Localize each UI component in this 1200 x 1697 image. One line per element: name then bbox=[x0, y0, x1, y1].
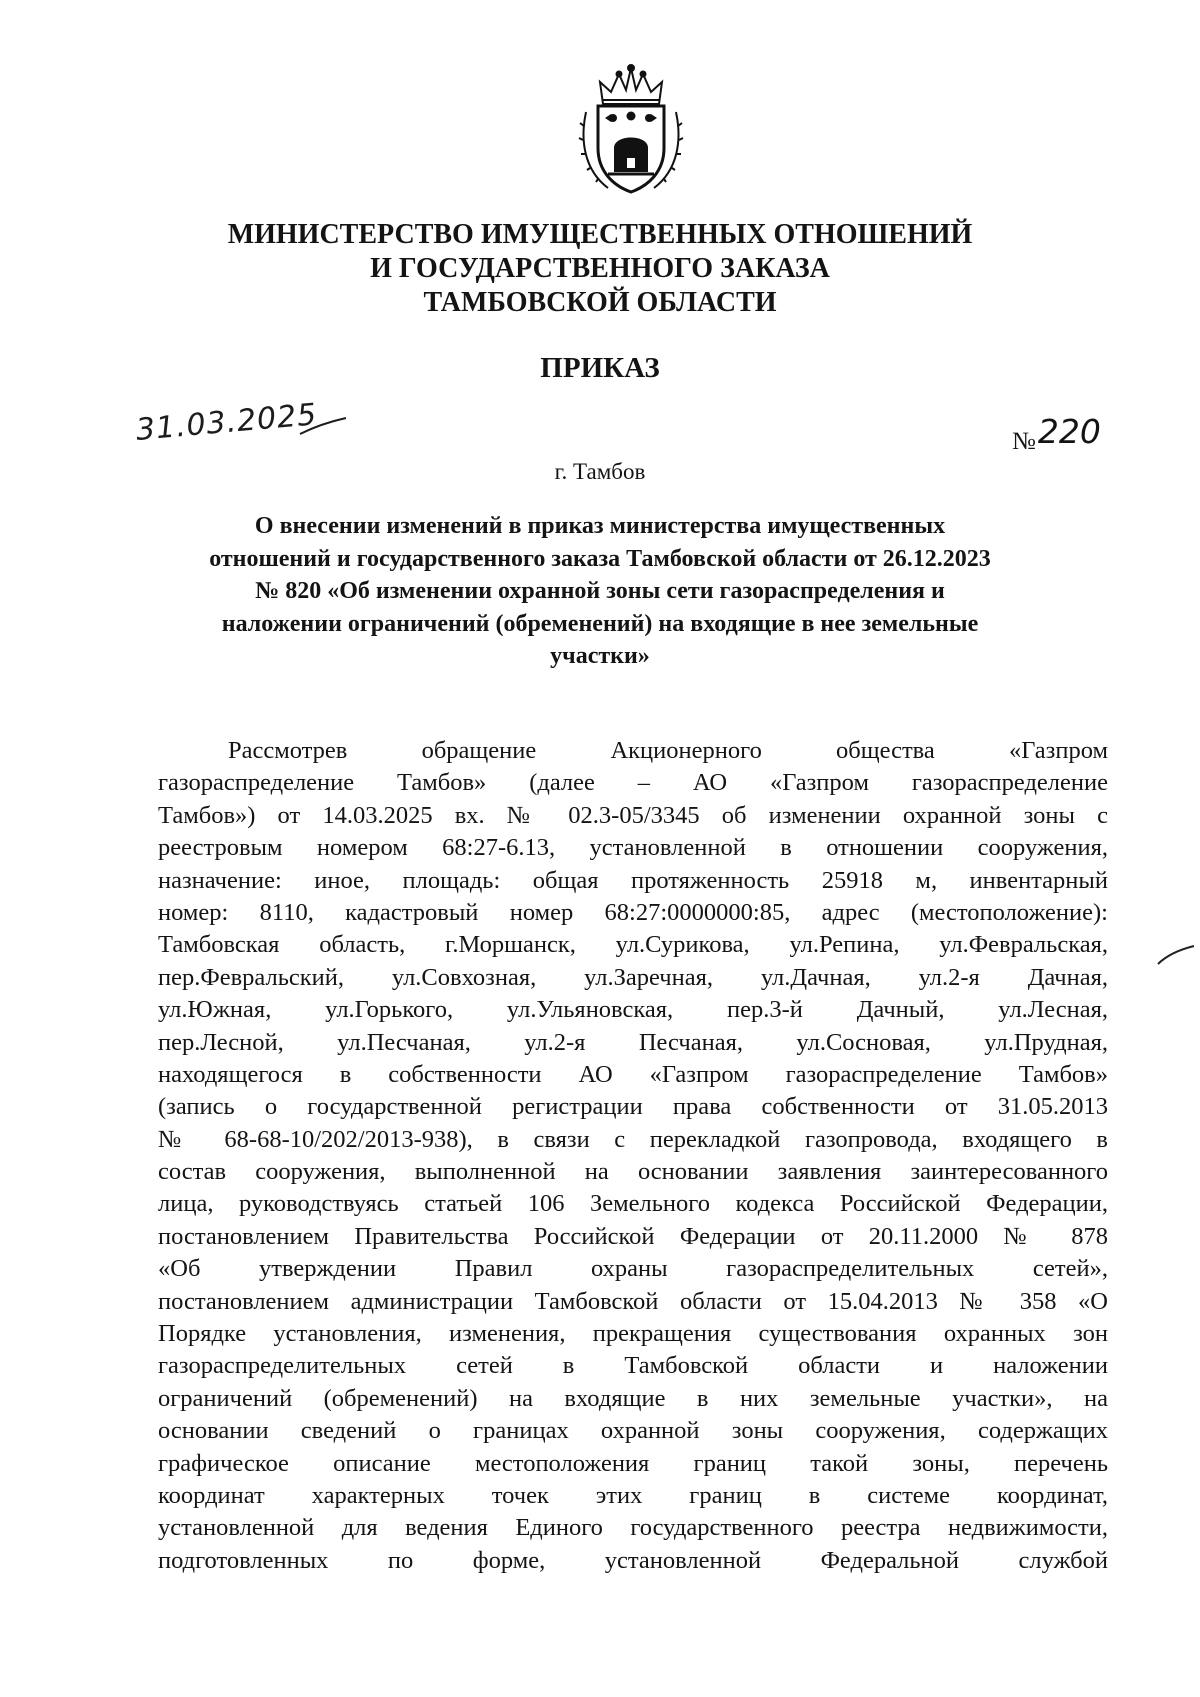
ministry-name bbox=[0, 218, 1200, 320]
subject-line: № 820 «Об изменении охранной зоны сети газораспределения и bbox=[255, 578, 945, 604]
body-line: координат характерных точек этих границ в системе координат, bbox=[158, 1481, 1108, 1509]
body-line: Порядке установления, изменения, прекращения существования охранных зон bbox=[158, 1320, 1108, 1348]
body-line: ул.Южная, ул.Горького, ул.Ульяновская, пер.3-й Дачный, ул.Лесная, bbox=[158, 996, 1108, 1024]
ministry-line: И ГОСУДАРСТВЕННОГО ЗАКАЗА bbox=[370, 253, 830, 284]
document-number bbox=[1012, 412, 1101, 457]
body-line: номер: 8110, кадастровый номер 68:27:0000000:85, адрес (местоположение): bbox=[158, 898, 1108, 926]
number-sign: № bbox=[1012, 428, 1036, 455]
document-subject bbox=[150, 510, 1050, 673]
subject-line: участки» bbox=[550, 643, 650, 669]
body-line: установленной для ведения Единого государственного реестра недвижимости, bbox=[158, 1514, 1108, 1542]
body-line: газораспределение Тамбов» (далее – АО «Газпром газораспределение bbox=[158, 769, 1108, 797]
body-line: пер.Лесной, ул.Песчаная, ул.2-я Песчаная, ул.Сосновая, ул.Прудная, bbox=[158, 1028, 1108, 1056]
subject-line: О внесении изменений в приказ министерства имущественных bbox=[254, 513, 946, 539]
handwritten-date: 31.03.2025 bbox=[134, 397, 319, 448]
body-line: Рассмотрев обращение Акционерного общества «Газпром bbox=[228, 737, 1108, 764]
subject-line: наложении ограничений (обременений) на входящие в нее земельные bbox=[221, 610, 979, 637]
body-line: № 68-68-10/202/2013-938), в связи с перекладкой газопровода, входящего в bbox=[158, 1125, 1108, 1153]
body-line: назначение: иное, площадь: общая протяженность 25918 м, инвентарный bbox=[158, 866, 1108, 894]
ministry-line: МИНИСТЕРСТВО ИМУЩЕСТВЕННЫХ ОТНОШЕНИЙ bbox=[227, 219, 973, 250]
date-flourish-icon bbox=[298, 414, 348, 438]
body-line: подготовленных по форме, установленной Федеральной службой bbox=[158, 1546, 1108, 1574]
ministry-line: ТАМБОВСКОЙ ОБЛАСТИ bbox=[423, 287, 777, 318]
body-line: постановлением администрации Тамбовской области от 15.04.2013 № 358 «О bbox=[158, 1287, 1108, 1315]
body-line: пер.Февральский, ул.Совхозная, ул.Заречная, ул.Дачная, ул.2-я Дачная, bbox=[158, 963, 1108, 991]
subject-line: отношений и государственного заказа Тамбовской области от 26.12.2023 bbox=[209, 545, 991, 572]
body-line: Тамбовская область, г.Моршанск, ул.Сурикова, ул.Репина, ул.Февральская, bbox=[158, 931, 1108, 959]
body-line: газораспределительных сетей в Тамбовской области и наложении bbox=[158, 1352, 1108, 1380]
body-line: «Об утверждении Правил охраны газораспределительных сетей», bbox=[158, 1255, 1108, 1283]
body-line: лица, руководствуясь статьей 106 Земельного кодекса Российской Федерации, bbox=[158, 1190, 1108, 1218]
body-line: постановлением Правительства Российской Федерации от 20.11.2000 № 878 bbox=[158, 1222, 1108, 1250]
body-line: ограничений (обременений) на входящие в них земельные участки», на bbox=[158, 1384, 1108, 1412]
body-line: графическое описание местоположения границ такой зоны, перечень bbox=[158, 1449, 1108, 1477]
body-line: основании сведений о границах охранной зоны сооружения, содержащих bbox=[158, 1417, 1108, 1445]
body-line: находящегося в собственности АО «Газпром газораспределение Тамбов» bbox=[158, 1060, 1108, 1088]
handwritten-number: 220 bbox=[1037, 412, 1101, 451]
body-line: (запись о государственной регистрации права собственности от 31.05.2013 bbox=[158, 1093, 1108, 1121]
pen-mark-icon bbox=[1156, 944, 1196, 966]
body-paragraph bbox=[158, 735, 1108, 1577]
body-line: Тамбов») от 14.03.2025 вх. № 02.3-05/3345 об изменении охранной зоны с bbox=[158, 801, 1108, 829]
document-type: ПРИКАЗ bbox=[540, 352, 660, 384]
tambov-coat-of-arms-icon bbox=[578, 60, 684, 198]
city: г. Тамбов bbox=[554, 459, 646, 484]
body-line: состав сооружения, выполненной на основании заявления заинтересованного bbox=[158, 1158, 1108, 1186]
body-line: реестровым номером 68:27-6.13, установленной в отношении сооружения, bbox=[158, 834, 1108, 862]
